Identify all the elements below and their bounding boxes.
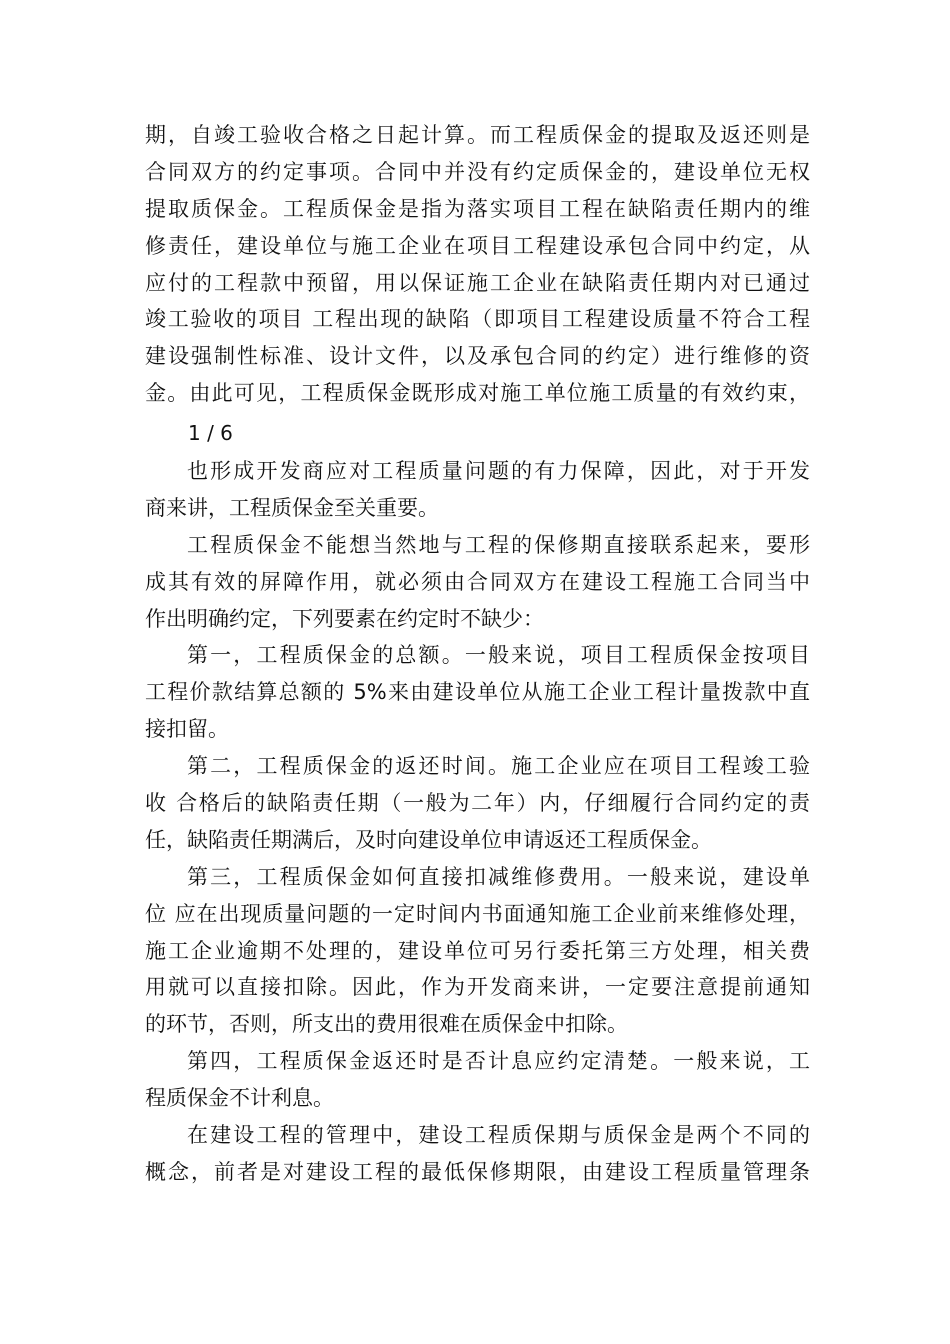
text-line: 在建设工程的管理中，建设工程质保期与质保金是两个不同的: [187, 1123, 810, 1148]
text-line: 工程价款结算总额的 5%来由建设单位从施工企业工程计量拨款中直: [145, 680, 810, 705]
text-line: 金。由此可见，工程质保金既形成对施工单位施工质量的有效约束，: [145, 381, 810, 406]
text-line: 建设强制性标准、设计文件，以及承包合同的约定）进行维修的资: [145, 344, 810, 369]
text-line: 第三，工程质保金如何直接扣减维修费用。一般来说，建设单: [187, 864, 810, 889]
text-line: 提取质保金。工程质保金是指为落实项目工程在缺陷责任期内的维: [145, 196, 810, 221]
text-line: 任，缺陷责任期满后，及时向建设单位申请返还工程质保金。: [145, 827, 712, 852]
text-line: 施工企业逾期不处理的，建设单位可另行委托第三方处理，相关费: [145, 938, 810, 963]
text-line: 期，自竣工验收合格之日起计算。而工程质保金的提取及返还则是: [145, 123, 810, 147]
page-number: 1 / 6: [188, 421, 233, 445]
text-line: 工程质保金不能想当然地与工程的保修期直接联系起来，要形: [187, 532, 810, 557]
text-line: 收 合格后的缺陷责任期（一般为二年）内，仔细履行合同约定的责: [145, 791, 810, 816]
text-line: 合同双方的约定事项。合同中并没有约定质保金的，建设单位无权: [145, 159, 810, 184]
text-line: 成其有效的屏障作用，就必须由合同双方在建设工程施工合同当中: [145, 569, 810, 594]
text-line: 第二，工程质保金的返还时间。施工企业应在项目工程竣工验: [187, 754, 810, 779]
paragraph-continued: [145, 117, 810, 412]
text-line: 竣工验收的项目 工程出现的缺陷（即项目工程建设质量不符合工程: [145, 307, 810, 332]
text-line: 程质保金不计利息。: [145, 1086, 334, 1111]
text-line: 应付的工程款中预留，用以保证施工企业在缺陷责任期内对已通过: [145, 270, 810, 295]
text-line: 第一，工程质保金的总额。一般来说，项目工程质保金按项目: [187, 643, 810, 668]
text-line: 也形成开发商应对工程质量问题的有力保障，因此，对于开发: [187, 459, 810, 483]
text-line: 修责任，建设单位与施工企业在项目工程建设承包合同中约定，从: [145, 233, 810, 258]
text-line: 商来讲，工程质保金至关重要。: [145, 495, 439, 520]
paragraphs: [145, 453, 810, 1191]
text-line: 位 应在出现质量问题的一定时间内书面通知施工企业前来维修处理，: [145, 901, 810, 926]
text-line: 的环节，否则，所支出的费用很难在质保金中扣除。: [145, 1012, 628, 1037]
text-line: 接扣留。: [145, 717, 229, 742]
text-line: 第四，工程质保金返还时是否计息应约定清楚。一般来说，工: [187, 1049, 810, 1074]
text-line: 作出明确约定，下列要素在约定时不缺少：: [145, 606, 544, 631]
text-line: 用就可以直接扣除。因此，作为开发商来讲，一定要注意提前通知: [145, 975, 810, 1000]
text-line: 概念，前者是对建设工程的最低保修期限，由建设工程质量管理条: [145, 1159, 810, 1184]
